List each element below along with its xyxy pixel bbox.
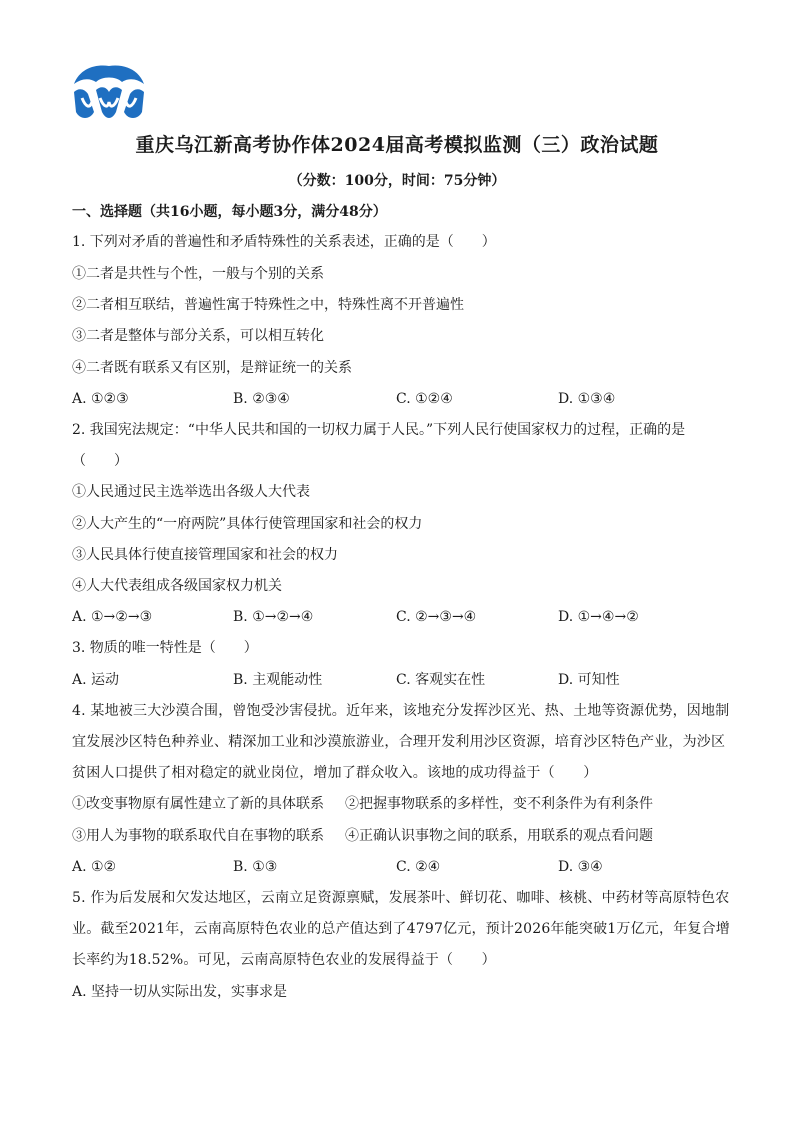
q1-option-b[interactable]: B. ②③④ xyxy=(233,391,290,407)
q4-option-c[interactable]: C. ②④ xyxy=(396,859,441,875)
q4-stem-line2: 宜发展沙区特色种养业、精深加工业和沙漠旅游业，合理开发利用沙区资源，培育沙区特色产业，为沙区 xyxy=(72,734,726,750)
q2-item-2: ②人大产生的“一府两院”具体行使管理国家和社会的权力 xyxy=(72,516,423,532)
q2-stem-line2: （ ） xyxy=(72,453,128,469)
q3-option-d[interactable]: D. 可知性 xyxy=(558,672,620,688)
q4-item-2: ②把握事物联系的多样性，变不利条件为有利条件 xyxy=(345,796,653,812)
q3-option-c[interactable]: C. 客观实在性 xyxy=(396,672,486,688)
q2-item-3: ③人民具体行使直接管理国家和社会的权力 xyxy=(72,547,338,563)
q1-item-3: ③二者是整体与部分关系，可以相互转化 xyxy=(72,328,324,344)
q2-option-a[interactable]: A. ①→②→③ xyxy=(72,609,153,625)
q2-option-c[interactable]: C. ②→③→④ xyxy=(396,609,477,625)
q2-option-b[interactable]: B. ①→②→④ xyxy=(233,609,314,625)
q1-item-2: ②二者相互联结，普遍性寓于特殊性之中，特殊性离不开普遍性 xyxy=(72,297,464,313)
q4-stem-line1: 4. 某地被三大沙漠合围，曾饱受沙害侵扰。近年来，该地充分发挥沙区光、热、土地等资源优势，因地制 xyxy=(72,703,730,719)
school-logo xyxy=(70,62,148,124)
q1-item-1: ①二者是共性与个性，一般与个别的关系 xyxy=(72,266,324,282)
q3-option-a[interactable]: A. 运动 xyxy=(72,672,120,688)
q1-option-d[interactable]: D. ①③④ xyxy=(558,391,616,407)
q2-option-d[interactable]: D. ①→④→② xyxy=(558,609,639,625)
section-heading: 一、选择题（共16小题，每小题3分，满分48分） xyxy=(72,204,387,220)
q4-option-b[interactable]: B. ①③ xyxy=(233,859,278,875)
q2-stem-line1: 2. 我国宪法规定：“中华人民共和国的一切权力属于人民。”下列人民行使国家权力的过程，正确的是 xyxy=(72,422,686,438)
q2-item-4: ④人大代表组成各级国家权力机关 xyxy=(72,578,282,594)
q3-option-b[interactable]: B. 主观能动性 xyxy=(233,672,323,688)
exam-title: 重庆乌江新高考协作体2024届高考模拟监测（三）政治试题 xyxy=(135,134,659,156)
q4-item-3: ③用人为事物的联系取代自在事物的联系 xyxy=(72,828,324,844)
q4-item-4: ④正确认识事物之间的联系，用联系的观点看问题 xyxy=(345,828,653,844)
q4-option-a[interactable]: A. ①② xyxy=(72,859,117,875)
q5-stem-line3: 长率约为18.52%。可见，云南高原特色农业的发展得益于（ ） xyxy=(72,952,496,968)
q4-option-d[interactable]: D. ③④ xyxy=(558,859,603,875)
q1-option-c[interactable]: C. ①②④ xyxy=(396,391,453,407)
q1-option-a[interactable]: A. ①②③ xyxy=(72,391,129,407)
logo-top-band xyxy=(74,66,144,84)
exam-subtitle: （分数：100分，时间：75分钟） xyxy=(288,173,506,189)
q1-item-4: ④二者既有联系又有区别，是辩证统一的关系 xyxy=(72,360,352,376)
q4-stem-line3: 贫困人口提供了相对稳定的就业岗位，增加了群众收入。该地的成功得益于（ ） xyxy=(72,765,598,781)
q5-option-a[interactable]: A. 坚持一切从实际出发，实事求是 xyxy=(72,984,288,1000)
q5-stem-line1: 5. 作为后发展和欠发达地区，云南立足资源禀赋，发展茶叶、鲜切花、咖啡、核桃、中药材等高原特色农 xyxy=(72,890,730,906)
q1-stem: 1. 下列对矛盾的普遍性和矛盾特殊性的关系表述，正确的是（ ） xyxy=(72,234,496,250)
q2-item-1: ①人民通过民主选举选出各级人大代表 xyxy=(72,484,310,500)
q4-item-1: ①改变事物原有属性建立了新的具体联系 xyxy=(72,796,324,812)
q3-stem: 3. 物质的唯一特性是（ ） xyxy=(72,640,258,656)
q5-stem-line2: 业。截至2021年，云南高原特色农业的总产值达到了4797亿元，预计2026年能突破1万亿元，年复合增 xyxy=(72,921,730,937)
